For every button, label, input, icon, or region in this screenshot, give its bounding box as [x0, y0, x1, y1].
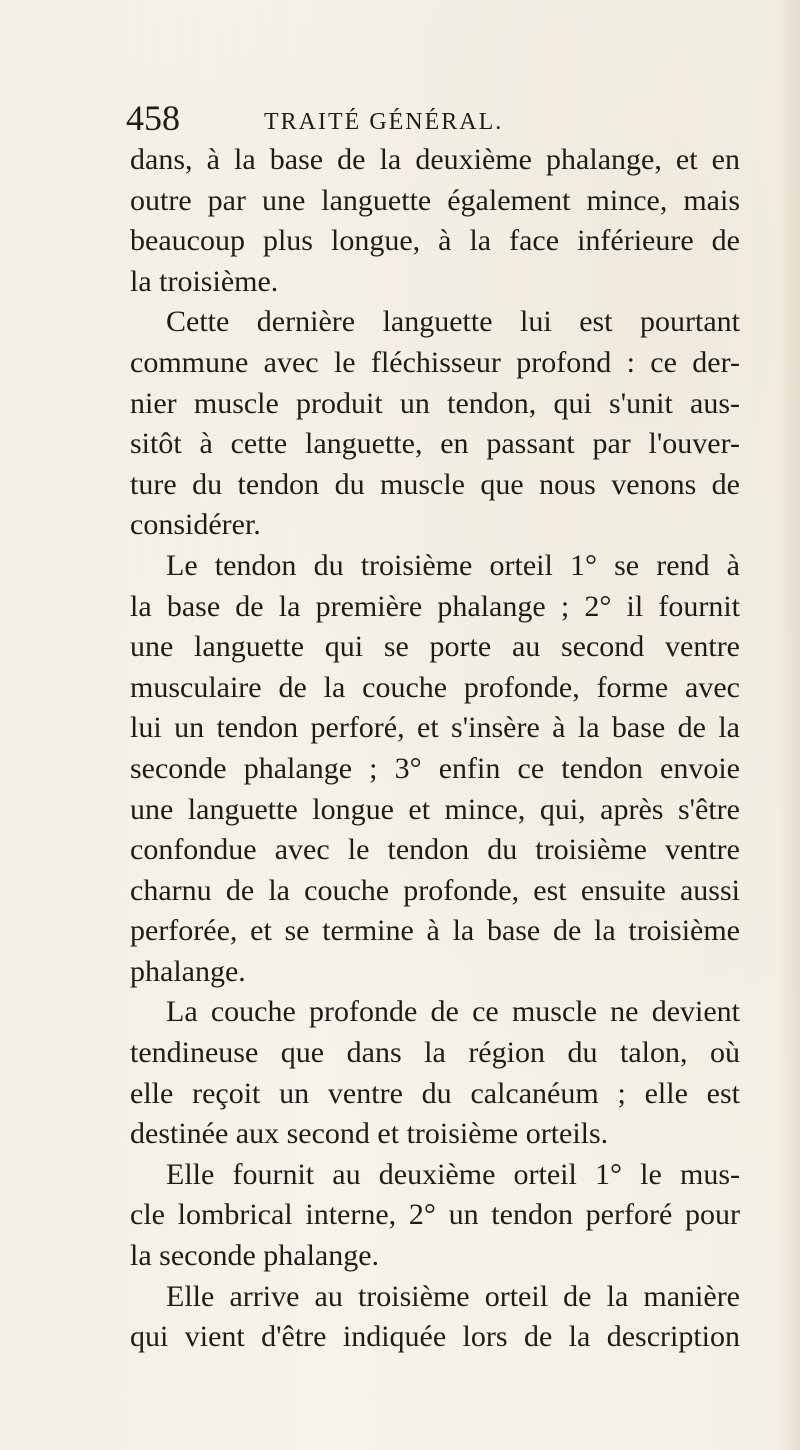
page-number: 458 — [126, 98, 180, 138]
text-line: nier muscle produit un tendon, qui s'unit aus- — [130, 386, 740, 420]
body-text — [130, 140, 740, 1358]
text-line: une languette qui se porte au second ventre — [130, 630, 740, 664]
page-edge-shadow — [778, 0, 800, 1450]
running-title: TRAITÉ GÉNÉRAL. — [264, 109, 504, 135]
text-line: considérer. — [130, 508, 261, 542]
text-line: elle reçoit un ventre du calcanéum ; elle est — [130, 1076, 740, 1110]
text-line: beaucoup plus longue, à la face inférieure de — [130, 224, 740, 258]
text-line: commune avec le fléchisseur profond : ce der- — [130, 345, 740, 379]
text-line: Elle arrive au troisième orteil de la manière — [166, 1279, 740, 1313]
text-line: dans, à la base de la deuxième phalange, et en — [130, 143, 740, 176]
text-line: la seconde phalange. — [130, 1239, 380, 1273]
text-line: Le tendon du troisième orteil 1° se rend à — [166, 548, 740, 582]
text-line: une languette longue et mince, qui, après s'être — [130, 792, 740, 826]
page-header — [0, 92, 800, 144]
text-line: musculaire de la couche profonde, forme avec — [130, 670, 740, 704]
text-line: Elle fournit au deuxième orteil 1° le mus- — [166, 1157, 740, 1191]
text-line: La couche profonde de ce muscle ne devient — [166, 995, 740, 1029]
text-line: destinée aux second et troisième orteils. — [130, 1117, 609, 1151]
text-line: cle lombrical interne, 2° un tendon perforé pour — [130, 1198, 740, 1232]
text-line: perforée, et se termine à la base de la troisième — [130, 914, 740, 948]
text-line: la troisième. — [130, 264, 279, 298]
text-line: seconde phalange ; 3° enfin ce tendon envoie — [130, 751, 740, 785]
text-line: Cette dernière languette lui est pourtant — [166, 305, 740, 339]
text-line: phalange. — [130, 954, 246, 988]
text-line: la base de la première phalange ; 2° il fournit — [130, 589, 740, 623]
text-line: qui vient d'être indiquée lors de la description — [130, 1320, 740, 1354]
text-line: lui un tendon perforé, et s'insère à la base de la — [130, 711, 740, 745]
text-line: sitôt à cette languette, en passant par l'ouver- — [130, 427, 740, 461]
text-line: tendineuse que dans la région du talon, où — [130, 1036, 740, 1070]
text-line: ture du tendon du muscle que nous venons de — [130, 467, 740, 501]
text-line: charnu de la couche profonde, est ensuite aussi — [130, 873, 740, 907]
text-line: outre par une languette également mince, mais — [130, 183, 740, 217]
text-line: confondue avec le tendon du troisième ventre — [130, 833, 740, 867]
